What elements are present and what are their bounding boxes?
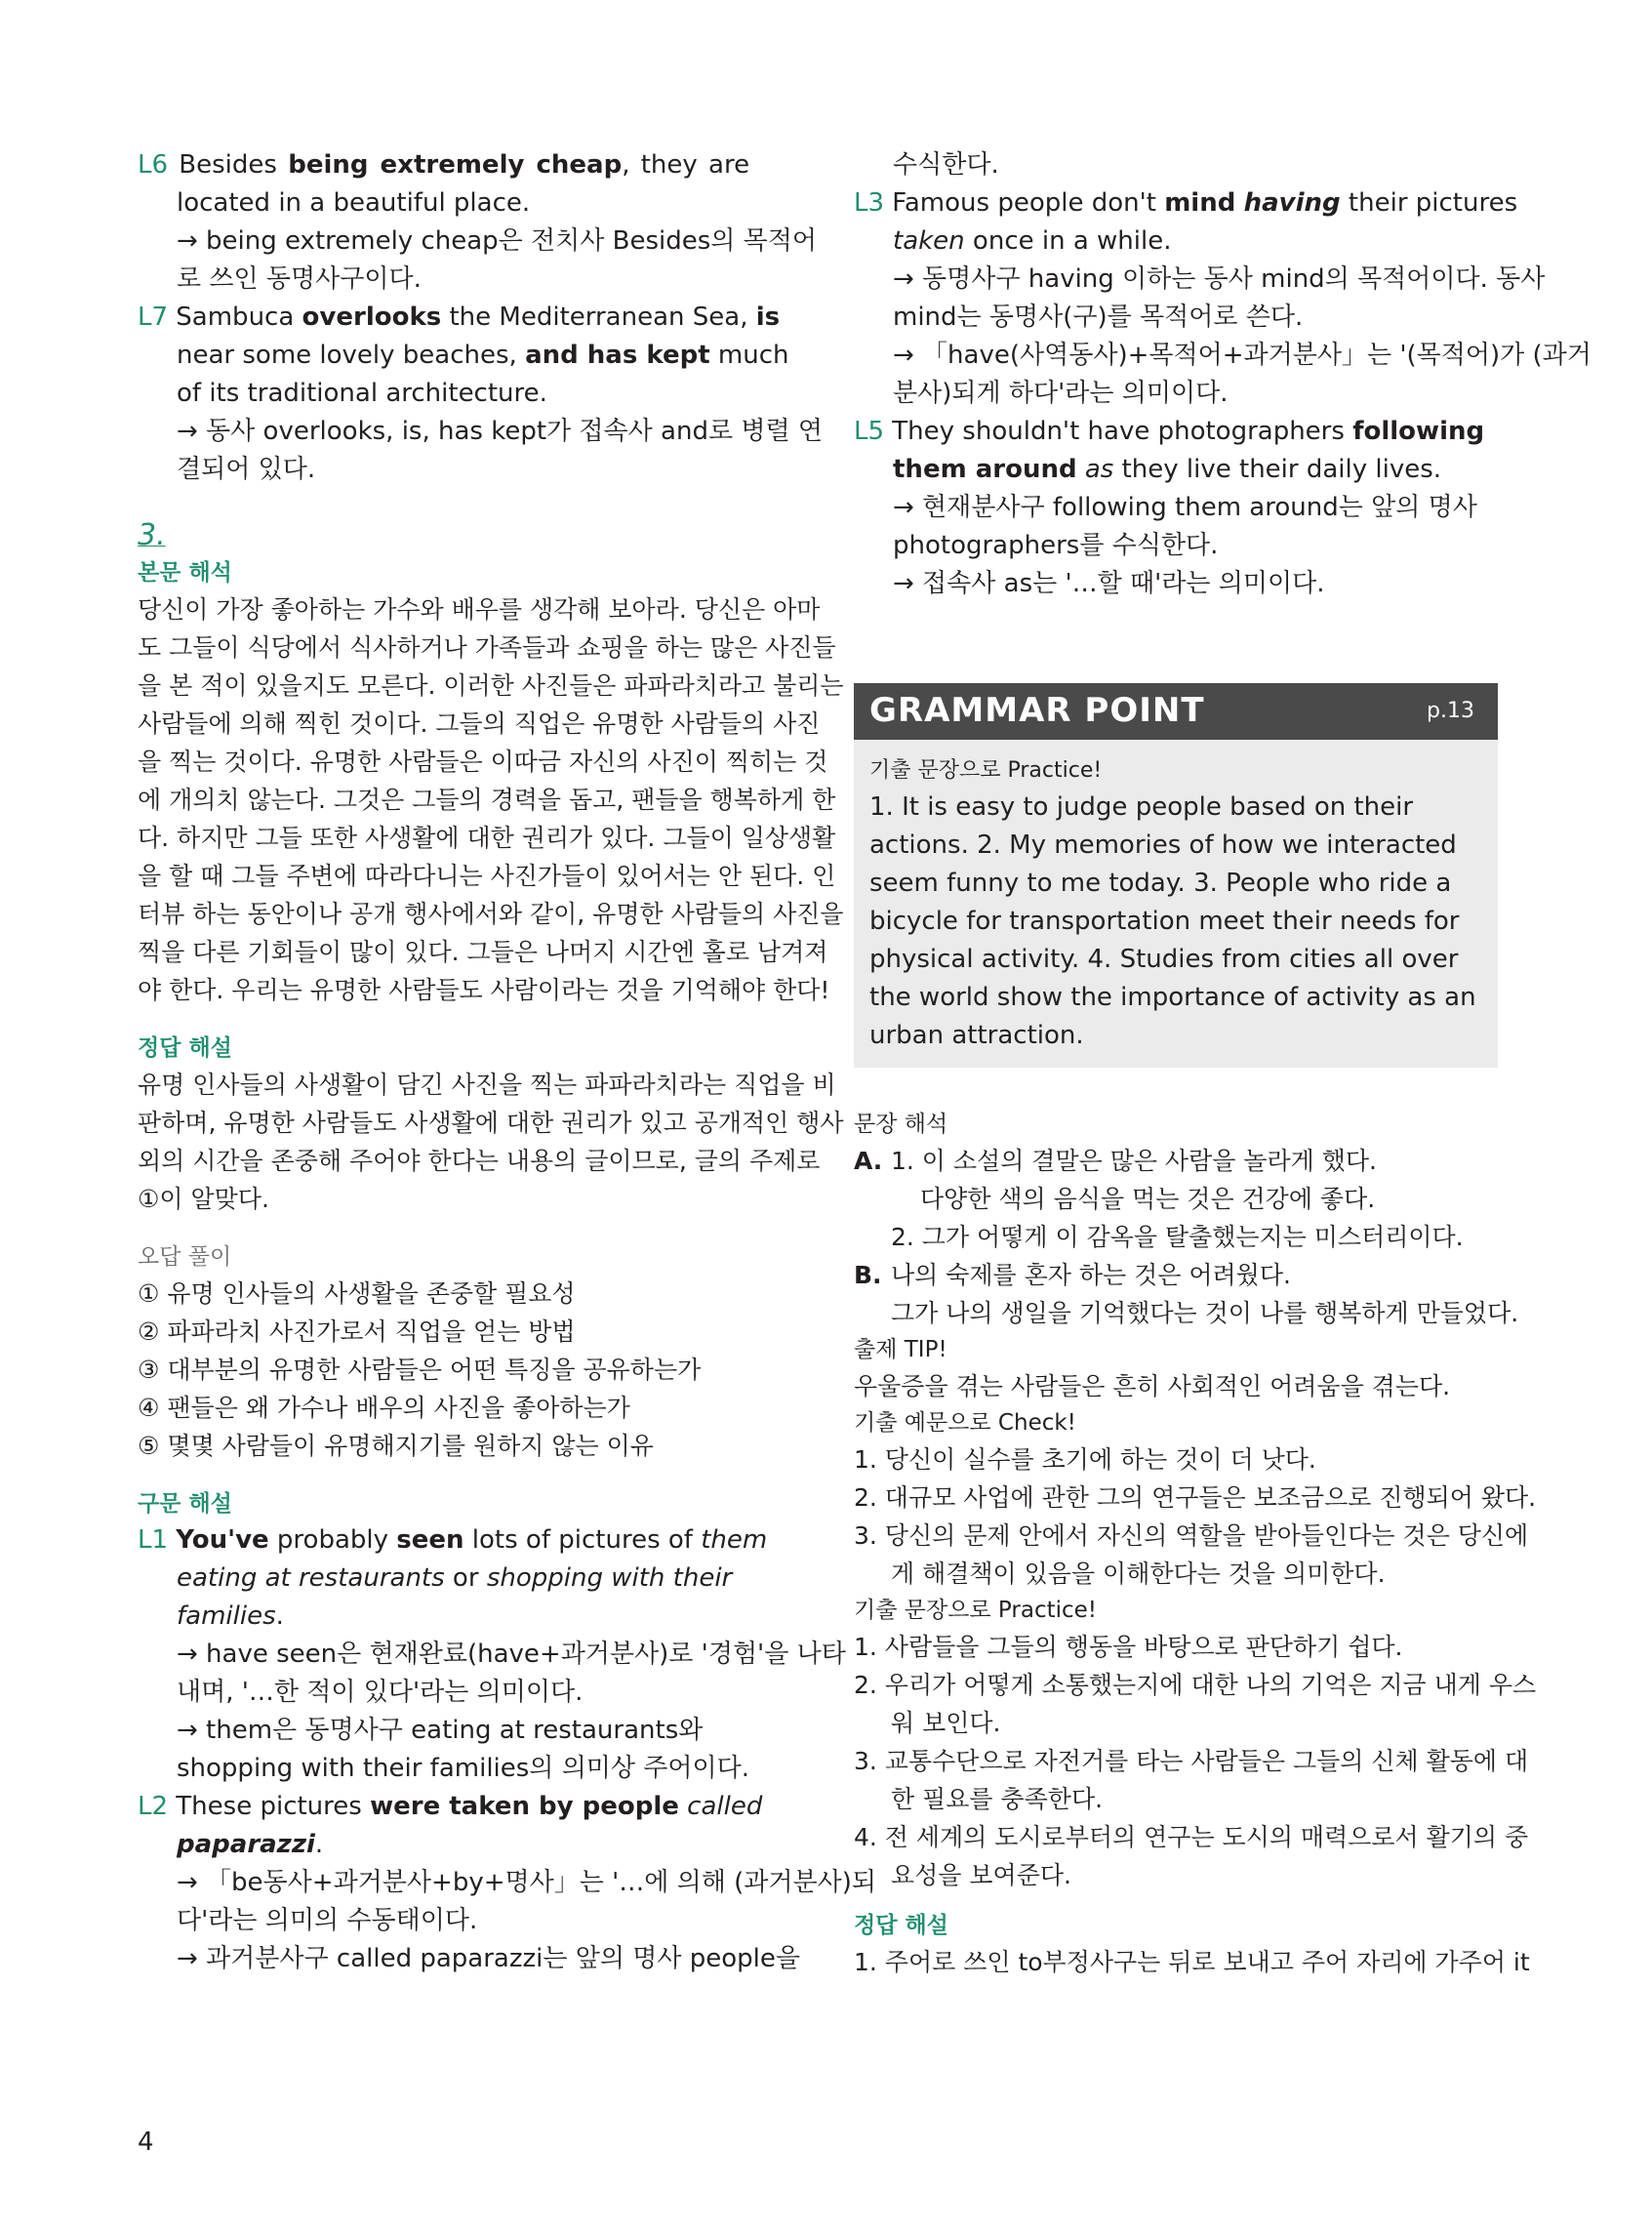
answer-paragraph: [138, 1066, 844, 1218]
page-number: 4: [138, 2128, 154, 2157]
text: being extremely cheap: [288, 150, 623, 180]
text: 로 쓰인 동명사구이다.: [177, 264, 422, 294]
text: much: [709, 341, 789, 370]
label: A.: [854, 1147, 883, 1175]
section-title: 정답 해설: [138, 1035, 232, 1061]
grammar-sentences: [869, 789, 1482, 1055]
text: → have seen은 현재완료(have+과거분사)로 '경험'을 나타: [177, 1640, 846, 1669]
text: .: [275, 1601, 284, 1631]
text: their pictures: [1340, 188, 1518, 218]
text: located in a beautiful place.: [177, 188, 531, 218]
text: as: [1084, 455, 1114, 484]
text: → 현재분사구 following them around는 앞의 명사: [893, 493, 1477, 522]
line-tag: L6: [138, 150, 169, 180]
text: 2. 그가 어떻게 이 감옥을 탈출했는지는 미스터리이다.: [891, 1223, 1464, 1251]
text: 2. 대규모 사업에 관한 그의 연구들은 보조금으로 진행되어 왔다.: [854, 1483, 1537, 1512]
text: 1. 이 소설의 결말은 많은 사람을 놀라게 했다.: [891, 1147, 1377, 1175]
text: families: [177, 1601, 276, 1631]
right-column: [854, 146, 1592, 603]
text-line: ① 유명 인사들의 사생활을 존중할 필요성: [138, 1279, 576, 1308]
text: or: [444, 1563, 487, 1593]
text: → 동명사구 having 이하는 동사 mind의 목적어이다. 동사: [893, 264, 1546, 294]
text: seen: [396, 1525, 464, 1555]
text: 다양한 색의 음식을 먹는 것은 건강에 좋다.: [920, 1185, 1376, 1213]
text: having: [1243, 188, 1341, 218]
text: the Mediterranean Sea,: [441, 303, 756, 332]
text: 워 보인다.: [891, 1709, 1001, 1737]
text-line: 사람들에 의해 찍힌 것이다. 그들의 직업은 유명한 사람들의 사진: [138, 709, 821, 738]
text-line: physical activity. 4. Studies from cities all over: [869, 945, 1459, 974]
text-line: seem funny to me today. 3. People who ride a: [869, 869, 1452, 898]
text-line: 야 한다. 우리는 유명한 사람들도 사람이라는 것을 기억해야 한다!: [138, 976, 830, 1004]
text: → 「be동사+과거분사+by+명사」는 '…에 의해 (과거분사)되: [177, 1868, 876, 1897]
text: → 접속사 as는 '…할 때'라는 의미이다.: [893, 569, 1325, 598]
text: eating at restaurants: [177, 1563, 445, 1593]
text: These pictures: [176, 1792, 371, 1821]
text: [1077, 455, 1085, 484]
line-tag: L7: [138, 303, 169, 332]
text: of its traditional architecture.: [177, 379, 547, 408]
section-title: 정답 해설: [854, 1913, 948, 1938]
grammar-point-page: p.13: [1427, 699, 1474, 723]
line-tag: L5: [854, 417, 885, 446]
text: → 동사 overlooks, is, has kept가 접속사 and로 병렬 연: [177, 417, 823, 446]
L6-block: [138, 146, 818, 299]
text-line: 터뷰 하는 동안이나 공개 행사에서와 같이, 유명한 사람들의 사진을: [138, 900, 844, 928]
text-line: 을 할 때 그들 주변에 따라다니는 사진가들이 있어서는 안 된다. 인: [138, 862, 836, 890]
text: 우울증을 겪는 사람들은 흔히 사회적인 어려움을 겪는다.: [854, 1372, 1451, 1400]
text: 한 필요를 충족한다.: [891, 1785, 1104, 1813]
text-line: 외의 시간을 존중해 주어야 한다는 내용의 글이므로, 글의 주제로: [138, 1147, 821, 1175]
text-line: 을 본 적이 있을지도 모른다. 이러한 사진들은 파파라치라고 불리는: [138, 671, 844, 700]
text: shopping with their families의 의미상 주어이다.: [177, 1754, 750, 1783]
text: near some lovely beaches,: [177, 341, 526, 370]
grammar-subtitle: 기출 문장으로 Practice!: [869, 758, 1103, 783]
text-line: 당신이 가장 좋아하는 가수와 배우를 생각해 보아라. 당신은 아마: [138, 595, 821, 624]
section-title: 오답 풀이: [138, 1244, 232, 1270]
section-title: 기출 문장으로 Practice!: [854, 1598, 1098, 1623]
text: → them은 동명사구 eating at restaurants와: [177, 1716, 704, 1745]
text: Sambuca: [176, 303, 302, 332]
text: overlooks: [302, 303, 442, 332]
text-line: actions. 2. My memories of how we interacted: [869, 831, 1457, 860]
text: .: [314, 1830, 324, 1859]
text-line: ④ 팬들은 왜 가수나 배우의 사진을 좋아하는가: [138, 1394, 630, 1422]
text: 나의 숙제를 혼자 하는 것은 어려웠다.: [891, 1261, 1291, 1289]
text-line: 판하며, 유명한 사람들도 사생활에 대한 권리가 있고 공개적인 행사: [138, 1109, 844, 1137]
text: photographers를 수식한다.: [893, 531, 1219, 560]
L3-block: [854, 184, 1592, 413]
text-line: ⑤ 몇몇 사람들이 유명해지기를 원하지 않는 이유: [138, 1432, 654, 1460]
text-line: ③ 대부분의 유명한 사람들은 어떤 특징을 공유하는가: [138, 1356, 702, 1384]
text: called: [678, 1792, 763, 1821]
grammar-point-box: [854, 740, 1498, 1068]
translation-paragraph: [138, 590, 844, 1009]
grammar-point-title: GRAMMAR POINT: [869, 691, 1205, 730]
text: 3. 당신의 문제 안에서 자신의 역할을 받아들인다는 것은 당신에: [854, 1521, 1529, 1550]
section-title: 출제 TIP!: [854, 1337, 947, 1362]
text-line: 도 그들이 식당에서 식사하거나 가족들과 쇼핑을 하는 많은 사진들: [138, 633, 836, 662]
text: 다'라는 의미의 수동태이다.: [177, 1906, 478, 1935]
text: 결되어 있다.: [177, 455, 316, 484]
text: following: [1352, 417, 1485, 446]
text-line: 에 개의치 않는다. 그것은 그들의 경력을 돕고, 팬들을 행복하게 한: [138, 786, 836, 814]
text-line: urban attraction.: [869, 1021, 1084, 1050]
text-line: bicycle for transportation meet their needs for: [869, 907, 1460, 936]
text: were taken by people: [370, 1792, 679, 1821]
line-tag: L2: [138, 1792, 169, 1821]
text: 분사)되게 하다'라는 의미이다.: [893, 379, 1229, 408]
text: they live their daily lives.: [1113, 455, 1442, 484]
text: → 과거분사구 called paparazzi는 앞의 명사 people을: [177, 1944, 800, 1973]
text: 수식한다.: [893, 150, 999, 180]
text: → 「have(사역동사)+목적어+과거분사」는 '(목적어)가 (과거: [893, 341, 1592, 370]
text-line: 유명 인사들의 사생활이 담긴 사진을 찍는 파파라치라는 직업을 비: [138, 1071, 836, 1099]
text: mind는 동명사(구)를 목적어로 쓴다.: [893, 303, 1304, 332]
text: → being extremely cheap은 전치사 Besides의 목적어: [177, 226, 818, 256]
text: 내며, '…한 적이 있다'라는 의미이다.: [177, 1678, 584, 1707]
text: Besides: [179, 150, 289, 180]
text-line: the world show the importance of activity as an: [869, 983, 1476, 1012]
text-line: 1. It is easy to judge people based on their: [869, 792, 1414, 822]
text: 1. 당신이 실수를 초기에 하는 것이 더 낫다.: [854, 1445, 1316, 1474]
text: and has kept: [525, 341, 710, 370]
L1-block: [138, 1521, 846, 1788]
text-line: ①이 알맞다.: [138, 1185, 269, 1213]
right-column-lower: [854, 1107, 1537, 1981]
text: 4. 전 세계의 도시로부터의 연구는 도시의 매력으로서 활기의 중: [854, 1823, 1529, 1851]
text: lots of pictures of: [463, 1525, 702, 1555]
text: 그가 나의 생일을 기억했다는 것이 나를 행복하게 만들었다.: [891, 1299, 1519, 1327]
text: They shouldn't have photographers: [892, 417, 1353, 446]
L2-block: [138, 1788, 876, 1978]
section-title: 기출 예문으로 Check!: [854, 1410, 1076, 1436]
text: them around: [893, 455, 1077, 484]
text: 게 해결책이 있음을 이해한다는 것을 의미한다.: [891, 1560, 1386, 1588]
text: Famous people don't: [892, 188, 1165, 218]
text: them: [701, 1525, 768, 1555]
wrong-options-list: [138, 1275, 782, 1465]
section-title: 본문 해석: [138, 560, 232, 586]
text: is: [755, 303, 781, 332]
section-title: 구문 해설: [138, 1491, 232, 1517]
text: You've: [176, 1525, 269, 1555]
text-line: 찍을 다른 기회들이 많이 있다. 그들은 나머지 시간엔 홀로 남겨져: [138, 938, 828, 966]
text: shopping with their: [486, 1563, 733, 1593]
text: taken: [893, 226, 965, 256]
text: probably: [268, 1525, 397, 1555]
text: , they are: [622, 150, 750, 180]
text: 1. 사람들을 그들의 행동을 바탕으로 판단하기 쉽다.: [854, 1633, 1403, 1661]
text: 1. 주어로 쓰인 to부정사구는 뒤로 보내고 주어 자리에 가주어 it: [854, 1948, 1530, 1976]
text: 2. 우리가 어떻게 소통했는지에 대한 나의 기억은 지금 내게 우스: [854, 1671, 1537, 1699]
text-line: ② 파파라치 사진가로서 직업을 얻는 방법: [138, 1317, 576, 1346]
L5-block: [854, 413, 1498, 603]
grammar-point-header: [854, 683, 1498, 740]
line-tag: L1: [138, 1525, 169, 1555]
text-line: 을 찍는 것이다. 유명한 사람들은 이따금 자신의 사진이 찍히는 것: [138, 748, 828, 776]
text: 요성을 보여준다.: [891, 1861, 1071, 1889]
section-title: 문장 해석: [854, 1112, 948, 1137]
L7-block: [138, 299, 823, 489]
text: [1235, 188, 1243, 218]
text-line: 다. 하지만 그들 또한 사생활에 대한 권리가 있다. 그들이 일상생활: [138, 824, 836, 852]
section-number: 3.: [138, 518, 166, 552]
line-tag: L3: [854, 188, 885, 218]
label: B.: [854, 1261, 882, 1289]
text: 3. 교통수단으로 자전거를 타는 사람들은 그들의 신체 활동에 대: [854, 1747, 1529, 1775]
text: once in a while.: [964, 226, 1172, 256]
text: paparazzi: [177, 1830, 315, 1859]
text: mind: [1164, 188, 1236, 218]
